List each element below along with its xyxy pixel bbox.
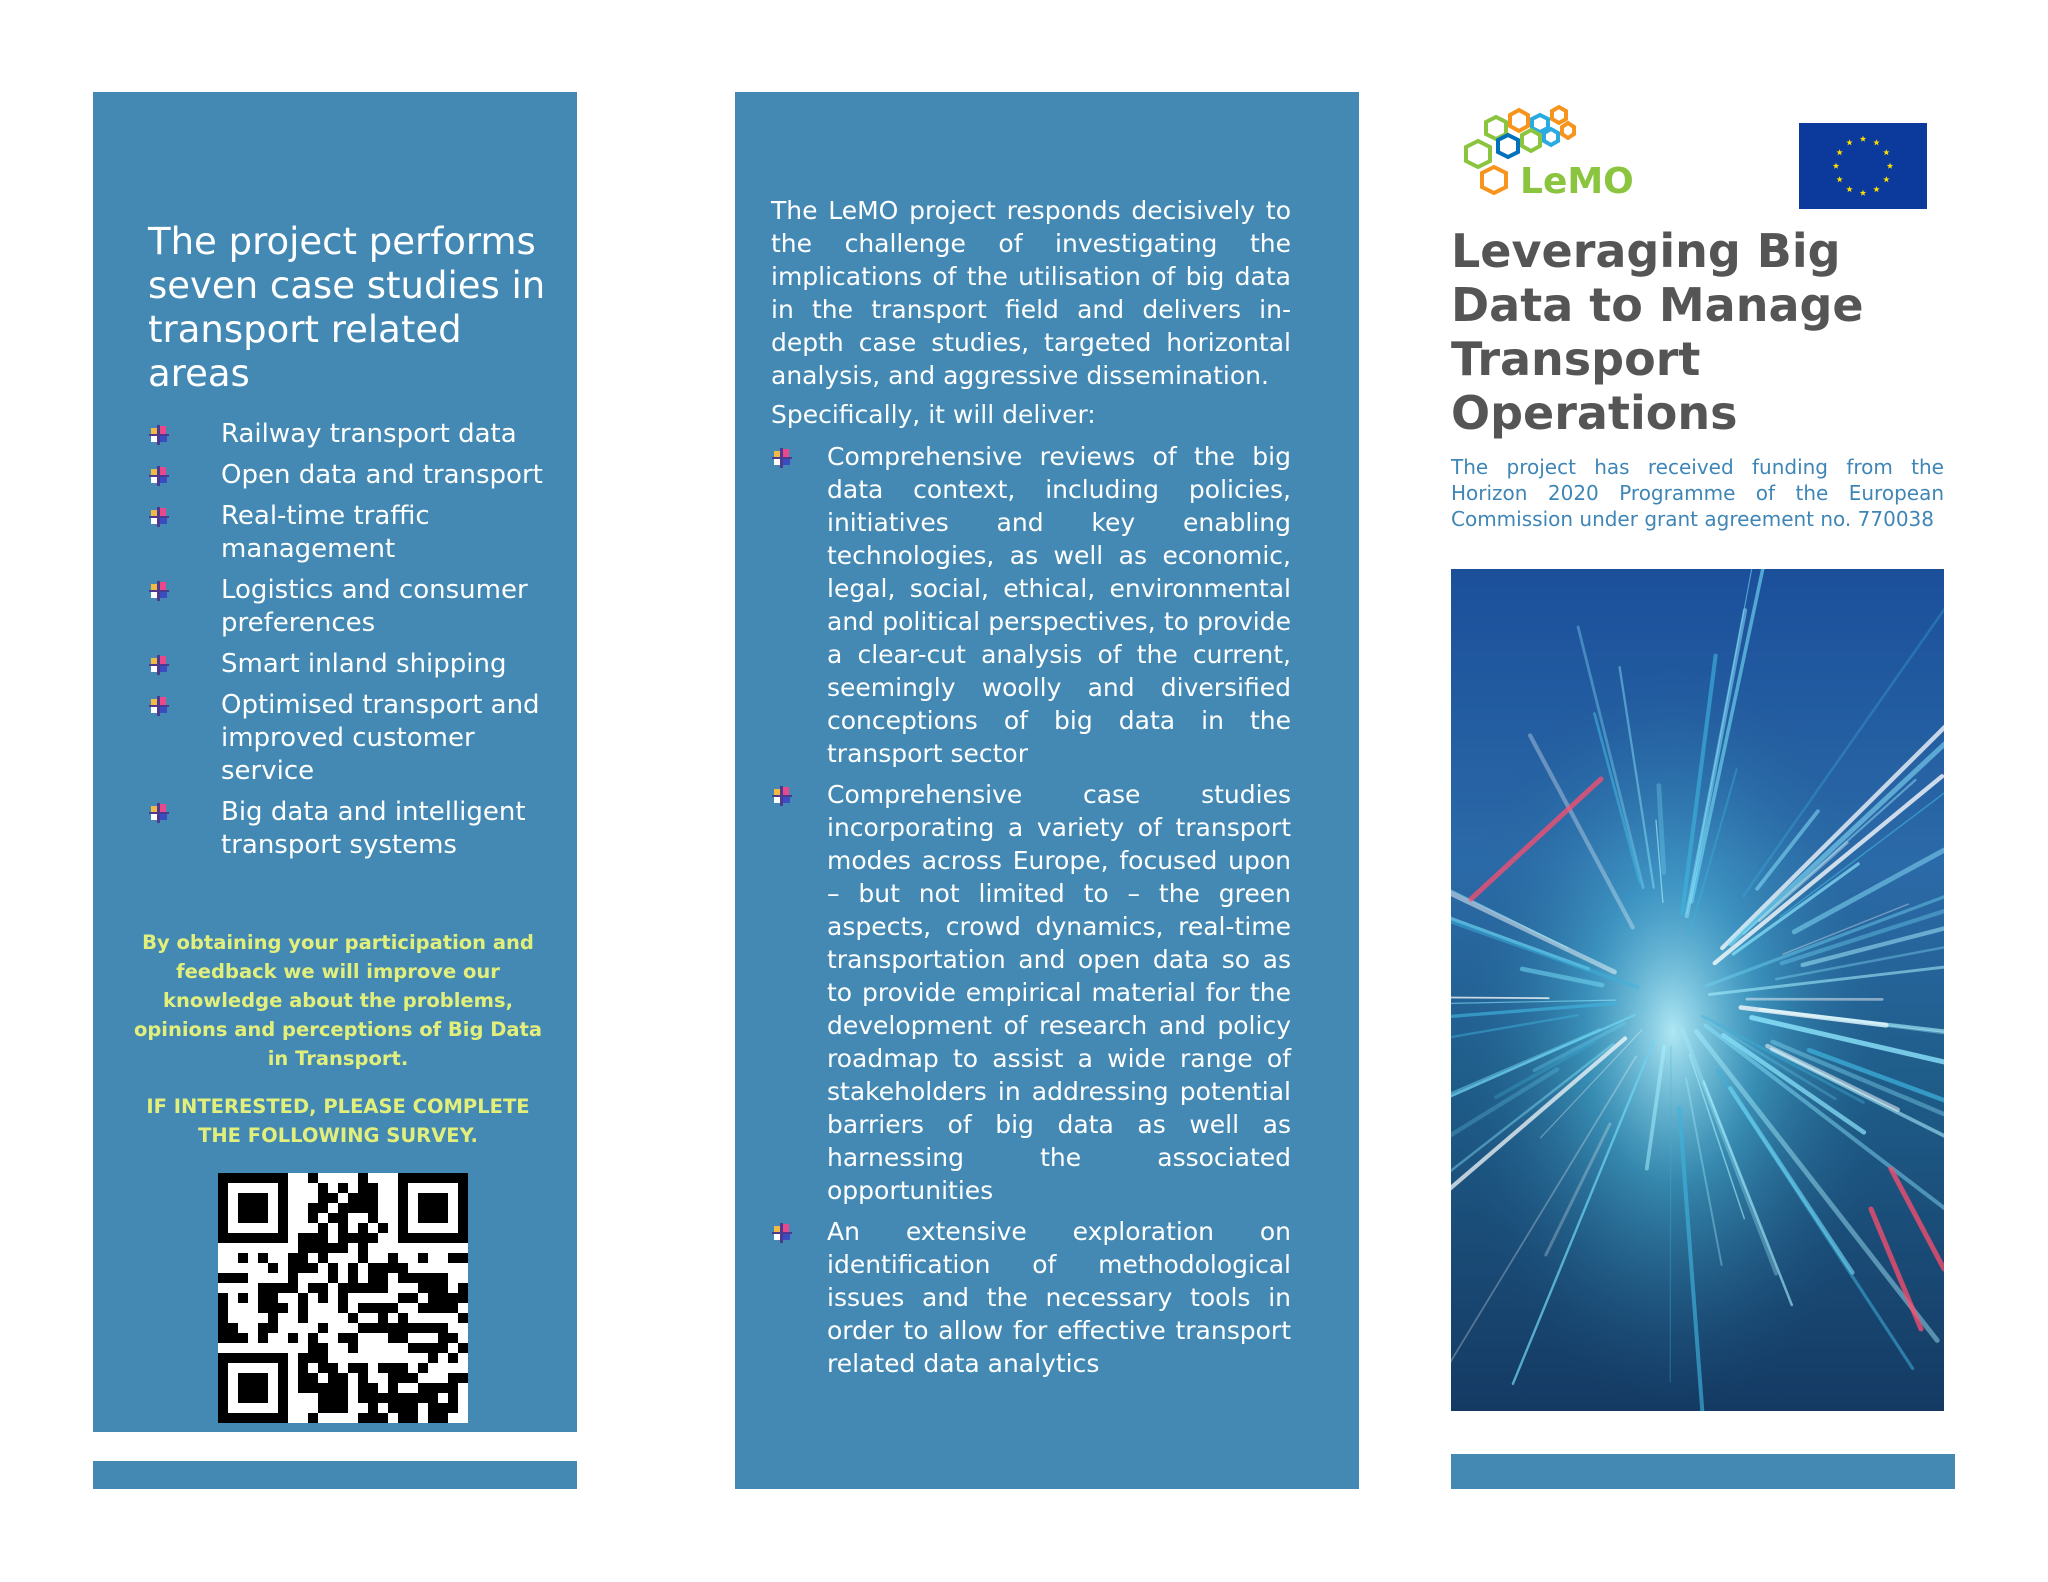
right-footer-bar (1451, 1454, 1955, 1489)
list-item (771, 1215, 1291, 1380)
bullet-icon (149, 581, 169, 601)
list-item (771, 778, 1291, 1207)
bullet-icon (772, 448, 792, 468)
list-item (148, 418, 568, 451)
middle-panel (735, 92, 1359, 1489)
left-panel (93, 92, 577, 1432)
deliverables-list (771, 440, 1291, 1388)
lemo-logo (1458, 97, 1638, 207)
list-item (148, 689, 568, 788)
survey-call: IF INTERESTED, PLEASE COMPLETE THE FOLLOWING SURVEY. (146, 1095, 530, 1147)
bullet-icon (149, 655, 169, 675)
logo-wordmark: LeMO (1520, 161, 1634, 202)
case-studies-list (148, 418, 568, 870)
list-item (148, 574, 568, 640)
bullet-icon (149, 466, 169, 486)
case-studies-heading: The project performs seven case studies in transport related areas (148, 220, 546, 395)
participation-text: By obtaining your participation and feedback we will improve our knowledge about the problems, opinions and perceptions of Big Data in Transport. (133, 931, 543, 1070)
case-study-label: Railway transport data (221, 419, 517, 449)
bullet-icon (149, 507, 169, 527)
deliverable-text: Comprehensive case studies incorporating a variety of transport modes across Europe, focused upon – but not limited to – the green aspects, crowd dynamics, real-time transportation and open data so as to provide empirical material for the development of research and policy roadmap to assist a wide range of stakeholders in addressing potential barriers of big data as well as harnessing the associated opportunities (827, 780, 1291, 1205)
bullet-icon (149, 696, 169, 716)
case-study-label: Big data and intelligent transport systems (221, 797, 526, 860)
bullet-icon (772, 786, 792, 806)
brochure-title: Leveraging Big Data to Manage Transport Operations (1451, 224, 1864, 440)
list-item (148, 648, 568, 681)
list-item (148, 500, 568, 566)
city-speed-image (1451, 569, 1944, 1411)
qr-code[interactable] (218, 1173, 468, 1423)
funding-statement: The project has received funding from the Horizon 2020 Programme of the European Commission under grant agreement no. 770038 (1451, 455, 1944, 531)
case-study-label: Smart inland shipping (221, 649, 507, 679)
intro-paragraph: The LeMO project responds decisively to the challenge of investigating the implications of the utilisation of big data in the transport field and delivers in-depth case studies, targeted horizontal analysis, and aggressive dissemination. (771, 196, 1291, 390)
deliver-intro: Specifically, it will deliver: (771, 400, 1096, 429)
list-item (148, 796, 568, 862)
eu-flag-icon (1799, 123, 1927, 209)
left-footer-bar (93, 1461, 577, 1489)
case-study-label: Logistics and consumer preferences (221, 575, 528, 638)
deliverable-text: An extensive exploration on identification of methodological issues and the necessary tools in order to allow for effective transport related data analytics (827, 1217, 1291, 1378)
case-study-label: Open data and transport (221, 460, 543, 490)
case-study-label: Real-time traffic management (221, 501, 430, 564)
case-study-label: Optimised transport and improved customer service (221, 690, 540, 786)
list-item (771, 440, 1291, 770)
bullet-icon (149, 425, 169, 445)
bullet-icon (772, 1223, 792, 1243)
bullet-icon (149, 803, 169, 823)
list-item (148, 459, 568, 492)
deliverable-text: Comprehensive reviews of the big data context, including policies, initiatives and key enabling technologies, as well as economic, legal, social, ethical, environmental and political perspectives, to provide a clear-cut analysis of the current, seemingly woolly and diversified conceptions of big data in the transport sector (827, 442, 1291, 768)
